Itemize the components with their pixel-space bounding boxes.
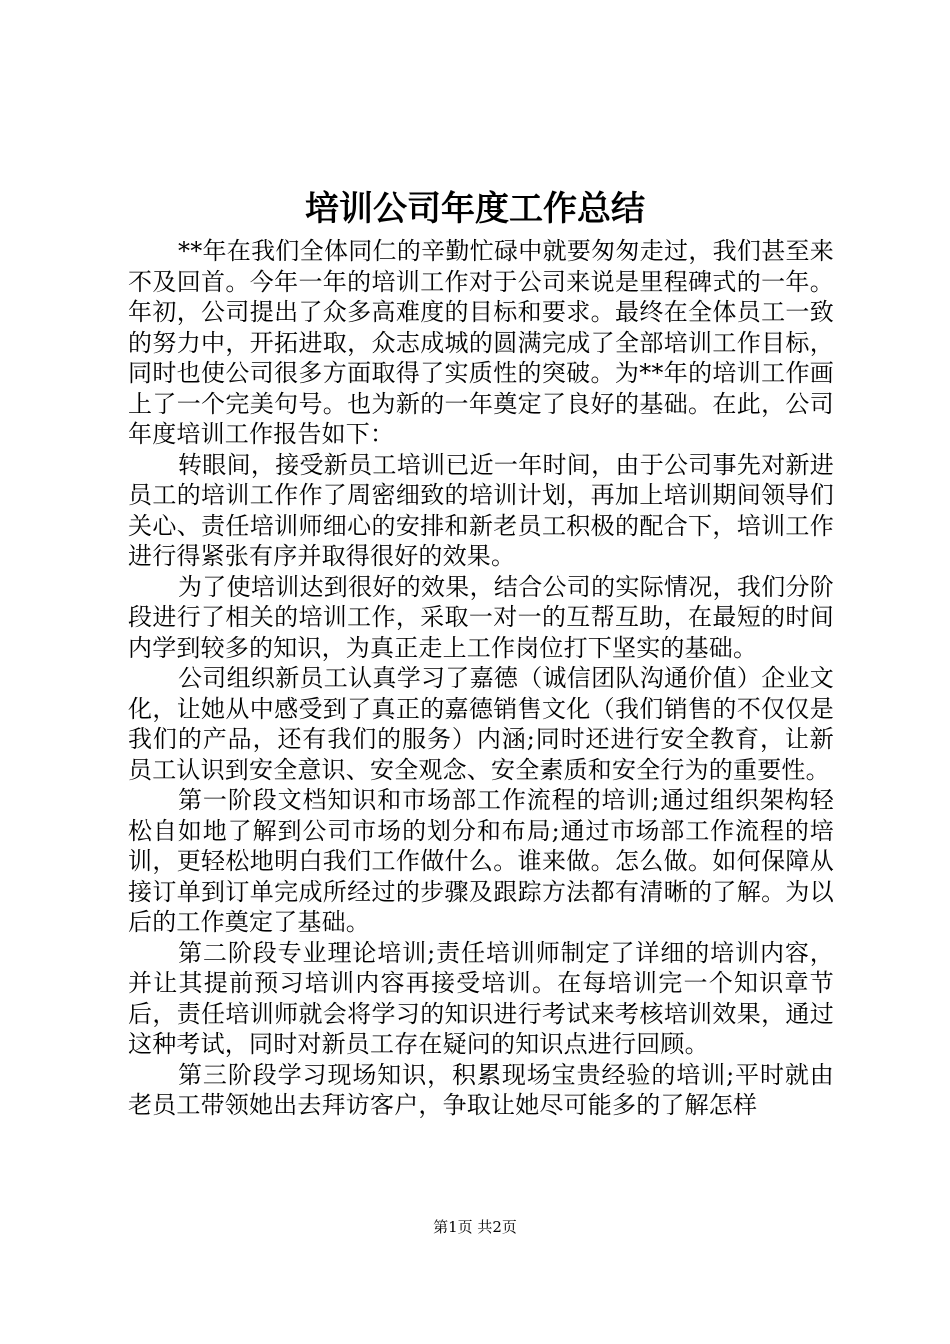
paragraph-3: 为了使培训达到很好的效果，结合公司的实际情况，我们分阶段进行了相关的培训工作，采取一对一的互帮互助，在最短的时间内学到较多的知识，为真正走上工作岗位打下坚实的基础。 [128,572,834,662]
paragraph-2: 转眼间，接受新员工培训已近一年时间，由于公司事先对新进员工的培训工作作了周密细致的培训计划，再加上培训期间领导们关心、责任培训师细心的安排和新老员工积极的配合下，培训工作进行得紧张有序并取得很好的效果。 [128,450,834,570]
page-footer: 第1页 共2页 [433,1218,517,1236]
document-title: 培训公司年度工作总结 [305,189,645,229]
paragraph-6: 第二阶段专业理论培训;责任培训师制定了详细的培训内容，并让其提前预习培训内容再接受培训。在每培训完一个知识章节后，责任培训师就会将学习的知识进行考试来考核培训效果，通过这种考试，同时对新员工存在疑问的知识点进行回顾。 [128,938,834,1058]
paragraph-4: 公司组织新员工认真学习了嘉德（诚信团队沟通价值）企业文化，让她从中感受到了真正的嘉德销售文化（我们销售的不仅仅是我们的产品，还有我们的服务）内涵;同时还进行安全教育，让新员工认识到安全意识、安全观念、安全素质和安全行为的重要性。 [128,664,834,784]
paragraph-1: **年在我们全体同仁的辛勤忙碌中就要匆匆走过，我们甚至来不及回首。今年一年的培训工作对于公司来说是里程碑式的一年。年初，公司提出了众多高难度的目标和要求。最终在全体员工一致的努力中，开拓进取，众志成城的圆满完成了全部培训工作目标，同时也使公司很多方面取得了实质性的突破。为**年的培训工作画上了一个完美句号。也为新的一年奠定了良好的基础。在此，公司年度培训工作报告如下： [128,237,834,448]
paragraph-5: 第一阶段文档知识和市场部工作流程的培训;通过组织架构轻松自如地了解到公司市场的划分和布局;通过市场部工作流程的培训，更轻松地明白我们工作做什么。谁来做。怎么做。如何保障从接订单到订单完成所经过的步骤及跟踪方法都有清晰的了解。为以后的工作奠定了基础。 [128,786,834,936]
paragraph-7: 第三阶段学习现场知识，积累现场宝贵经验的培训;平时就由老员工带领她出去拜访客户，争取让她尽可能多的了解怎样 [128,1060,834,1119]
document-body [128,236,834,1121]
